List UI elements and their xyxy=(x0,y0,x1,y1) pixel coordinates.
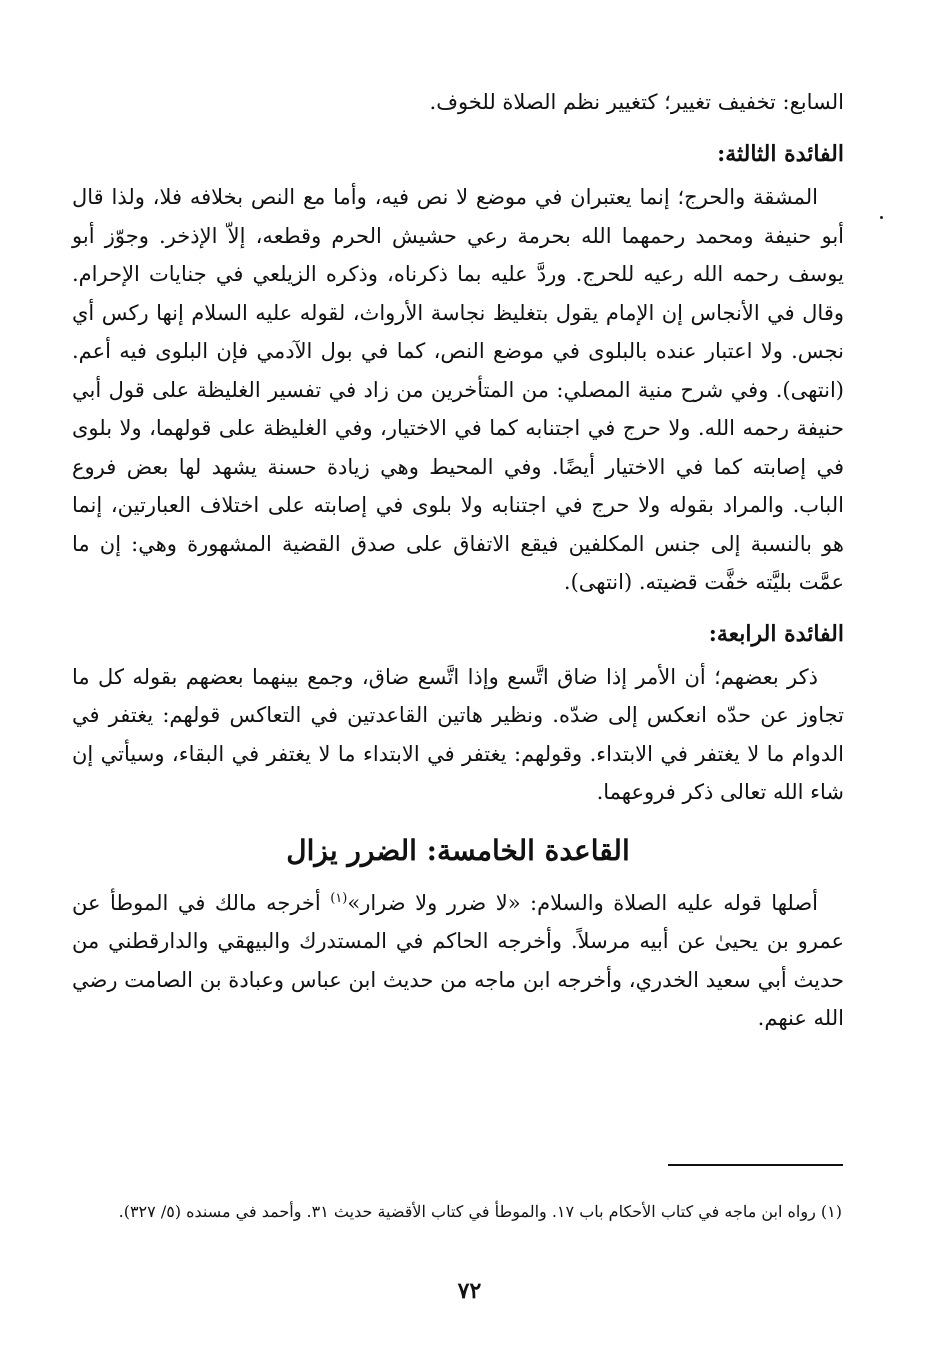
margin-speck xyxy=(880,216,883,219)
footnote-divider xyxy=(668,1164,843,1166)
section-heading-third-benefit: الفائدة الثالثة: xyxy=(717,141,844,167)
paragraph-third-benefit: المشقة والحرج؛ إنما يعتبران في موضع لا نص فيه، وأما مع النص بخلافه فلا، ولذا قال أبو حنيفة ومحمد رحمهما الله بحرمة رعي حشيش الحرم وقطعه، إلاّ الإذخر. وجوّز أبو يوسف رحمه الله رعيه للحرج. وردَّ عليه بما ذكرناه، وذكره الزيلعي في جنايات الإحرام. وقال في الأنجاس إن الإمام يقول بتغليظ نجاسة الأرواث، لقوله عليه السلام إنها ركس أي نجس. ولا اعتبار عنده بالبلوى في موضع النص، كما في بول الآدمي فإن البلوى فيه أعم. (انتهى). وفي شرح منية المصلي: من المتأخرين من زاد في تفسير الغليظة على قول أبي حنيفة رحمه الله. ولا حرج في اجتنابه كما في الاختيار، وفي الغليظة على قولهما، ولا بلوى في إصابته كما في الاختيار أيضًا. وفي المحيط وهي زيادة حسنة يشهد لها بعض فروع الباب. والمراد بقوله ولا حرج في اجتنابه ولا بلوى في إصابته على اختلاف العبارتين، إنما هو بالنسبة إلى جنس المكلفين فيقع الاتفاق على صدق القضية المشهورة وهي: إن ما عمَّت بليَّته خفَّت قضيته. (انتهى). xyxy=(72,185,844,594)
rule-text-after-ref: أخرجه مالك في الموطأ عن عمرو بن يحيىٰ عن أبيه مرسلاً. وأخرجه الحاكم في المستدرك والبيهقي والدارقطني من حديث أبي سعيد الخدري، وأخرجه ابن ماجه من حديث ابن عباس وعبادة بن الصامت رضي الله عنهم. xyxy=(72,890,844,1030)
section-heading-fourth-benefit: الفائدة الرابعة: xyxy=(708,620,844,647)
paragraph-fourth-benefit: ذكر بعضهم؛ أن الأمر إذا ضاق اتَّسع وإذا اتَّسع ضاق، وجمع بينهما بعضهم بقوله كل ما تجاوز عن حدّه انعكس إلى ضدّه. ونظير هاتين القاعدتين في التعاكس قولهم: يغتفر في الدوام ما لا يغتفر في الابتداء. وقولهم: يغتفر في الابتداء ما لا يغتفر في البقاء، وسيأتي إن شاء الله تعالى ذكر فروعهما. xyxy=(72,664,844,804)
rule-text-before-ref: أصلها قوله عليه الصلاة والسلام: «لا ضرر ولا ضرار» xyxy=(347,890,818,915)
footnote-reference: (١) xyxy=(330,890,348,906)
paragraph-fifth-rule xyxy=(72,884,844,1038)
rule-heading-fifth: القاعدة الخامسة: الضرر يزال xyxy=(286,833,630,867)
page-body xyxy=(72,64,844,1038)
page-number: ٧٢ xyxy=(457,1278,482,1304)
intro-line: السابع: تخفيف تغيير؛ كتغيير نظم الصلاة للخوف. xyxy=(429,90,844,114)
footnote-text: (١) رواه ابن ماجه في كتاب الأحكام باب ١٧. والموطأ في كتاب الأقضية حديث ٣١. وأحمد في مسنده (٥/ ٣٢٧). xyxy=(118,1202,842,1221)
